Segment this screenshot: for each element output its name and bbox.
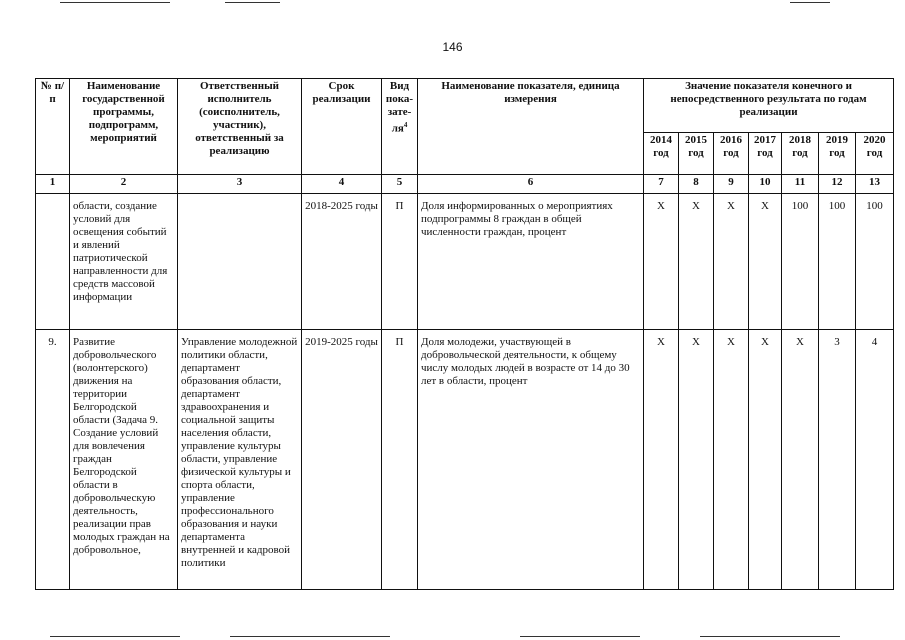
column-number: 8 — [679, 175, 714, 194]
scan-artifact-line — [60, 2, 170, 3]
table-row — [36, 194, 894, 330]
header-type-footnote: 4 — [403, 121, 408, 129]
scan-artifact-line — [520, 636, 640, 637]
header-year: 2018 год — [782, 133, 819, 175]
column-number: 5 — [382, 175, 418, 194]
row-value: 4 — [856, 330, 894, 590]
row-num — [36, 194, 70, 330]
scan-artifact-line — [225, 2, 280, 3]
header-year: 2015 год — [679, 133, 714, 175]
column-number: 2 — [70, 175, 178, 194]
column-number: 7 — [644, 175, 679, 194]
row-value: Х — [749, 194, 782, 330]
scan-artifact-line — [700, 636, 840, 637]
row-value: Х — [749, 330, 782, 590]
row-value: Х — [714, 330, 749, 590]
header-year: 2014 год — [644, 133, 679, 175]
row-responsible — [178, 194, 302, 330]
header-type-label: Вид пока-зате-ля — [385, 80, 414, 135]
row-period: 2018-2025 годы — [302, 194, 382, 330]
row-value: 100 — [819, 194, 856, 330]
row-name: области, создание условий для освещения событий и явлений патриотической направленности для средств массовой информации — [70, 194, 178, 330]
header-name: Наименование государственной программы, подпрограмм, мероприятий — [70, 79, 178, 175]
page-number: 146 — [442, 40, 463, 54]
row-num: 9. — [36, 330, 70, 590]
header-type — [382, 79, 418, 175]
column-number: 3 — [178, 175, 302, 194]
row-value: 100 — [782, 194, 819, 330]
header-year: 2019 год — [819, 133, 856, 175]
row-value: Х — [679, 194, 714, 330]
row-value: Х — [714, 194, 749, 330]
column-number-row — [36, 175, 894, 194]
header-responsible: Ответственный исполнитель (соисполнитель, участник), ответственный за реализацию — [178, 79, 302, 175]
header-year: 2017 год — [749, 133, 782, 175]
column-number: 4 — [302, 175, 382, 194]
column-number: 9 — [714, 175, 749, 194]
row-value: 100 — [856, 194, 894, 330]
scan-artifact-line — [50, 636, 180, 637]
scan-artifact-line — [790, 2, 830, 3]
row-value: Х — [644, 330, 679, 590]
header-values-group: Значение показателя конечного и непосредственного результата по годам реализации — [644, 79, 894, 133]
header-period: Срок реализации — [302, 79, 382, 175]
row-indicator: Доля молодежи, участвующей в добровольческой деятельности, к общему числу молодых людей в возрасте от 14 до 30 лет в области, процент — [418, 330, 644, 590]
header-year: 2016 год — [714, 133, 749, 175]
row-value: Х — [679, 330, 714, 590]
row-value: Х — [782, 330, 819, 590]
header-year: 2020 год — [856, 133, 894, 175]
row-responsible: Управление молодежной политики области, департамент образования области, департамент здравоохранения и социальной защиты населения области, управление культуры области, управление физической культуры и спорта области, управление профессионального образования и науки департамента внутренней и кадровой политики — [178, 330, 302, 590]
scan-artifact-line — [230, 636, 390, 637]
column-number: 11 — [782, 175, 819, 194]
column-number: 13 — [856, 175, 894, 194]
column-number: 6 — [418, 175, 644, 194]
table-row — [36, 330, 894, 590]
row-type: П — [382, 194, 418, 330]
row-type: П — [382, 330, 418, 590]
row-period: 2019-2025 годы — [302, 330, 382, 590]
column-number: 12 — [819, 175, 856, 194]
header-num: № п/п — [36, 79, 70, 175]
row-indicator: Доля информированных о мероприятиях подпрограммы 8 граждан в общей численности граждан, процент — [418, 194, 644, 330]
row-value: Х — [644, 194, 679, 330]
row-value: 3 — [819, 330, 856, 590]
column-number: 10 — [749, 175, 782, 194]
header-indicator: Наименование показателя, единица измерения — [418, 79, 644, 175]
indicator-table — [35, 78, 894, 590]
row-name: Развитие добровольческого (волонтерского) движения на территории Белгородской области (Задача 9. Создание условий для вовлечения граждан Белгородской области в добровольческую деятельность, реализации прав молодых граждан на добровольное, — [70, 330, 178, 590]
column-number: 1 — [36, 175, 70, 194]
